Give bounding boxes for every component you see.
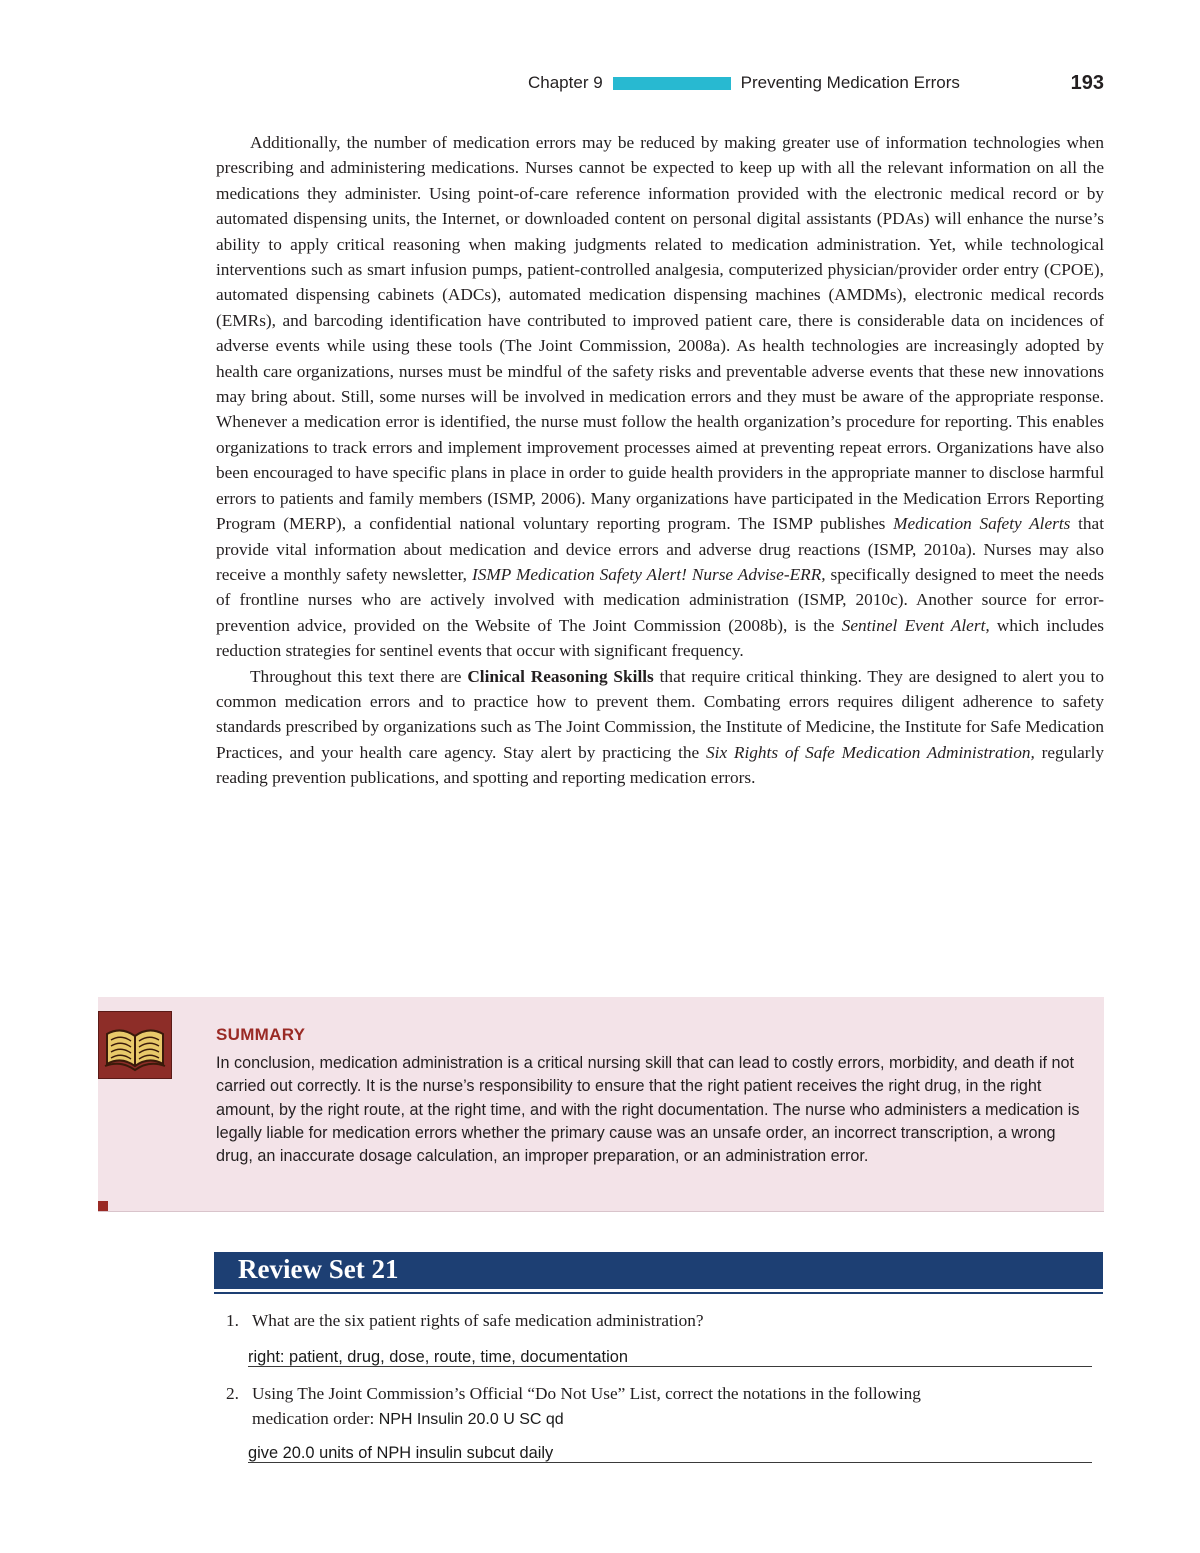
paragraph-2 (216, 664, 1104, 791)
answer-1: right: patient, drug, dose, route, time, documentation (248, 1348, 1092, 1367)
p1-text-b: that provide vital information about medication and device errors and adverse drug reactions (ISMP, 2010a). Nurses may also receive a monthly safety newsletter, (216, 514, 1104, 584)
review-set-title: Review Set 21 (238, 1254, 399, 1284)
page-number: 193 (1070, 71, 1104, 94)
header-accent-bar (613, 77, 731, 90)
question-2-line2-prefix: medication order: (252, 1409, 379, 1428)
question-1-text: What are the six patient rights of safe medication administration? (252, 1311, 704, 1330)
running-header (528, 68, 1104, 98)
summary-heading: SUMMARY (216, 1025, 306, 1044)
review-set-rule (214, 1292, 1103, 1294)
summary-corner-marker (98, 1201, 108, 1211)
p2-bold-clinical-reasoning-skills: Clinical Reasoning Skills (467, 666, 654, 686)
answer-2: give 20.0 units of NPH insulin subcut daily (248, 1444, 1092, 1463)
summary-text: In conclusion, medication administration is a critical nursing skill that can lead to costly errors, morbidity, and death if not carried out correctly. It is the nurse’s responsibility to ensure that the right patient receives the right drug, in the right amount, by the right route, at the right time, and with the right documentation. The nurse who administers a medication is legally liable for medication errors whether the primary cause was an unsafe order, an incorrect transcription, a wrong drug, an inaccurate dosage calculation, an improper preparation, or an administration error. (216, 1054, 1080, 1166)
question-1-number: 1. (226, 1311, 239, 1330)
question-2-order: NPH Insulin 20.0 U SC qd (378, 1411, 564, 1428)
question-2-number: 2. (226, 1384, 239, 1403)
p2-text-c: regularly reading prevention publications, and spotting and reporting medication errors. (216, 742, 1105, 788)
chapter-title: Preventing Medication Errors (740, 73, 960, 92)
p2-italic-six-rights: Six Rights of Safe Medication Administration, (706, 742, 1035, 762)
summary-box (98, 997, 1104, 1212)
p2-text-a: Throughout this text there are (250, 666, 468, 686)
question-2-line1: Using The Joint Commission’s Official “Do Not Use” List, correct the notations in the following (252, 1384, 921, 1403)
p1-text-a: Additionally, the number of medication errors may be reduced by making greater use of information technologies when prescribing and administering medications. Nurses cannot be expected to keep up with all the relevant information on all the medications they administer. Using point-of-care reference information provided with the electronic medical record or by automated dispensing units, the Internet, or downloaded content on personal digital assistants (PDAs) will enhance the nurse’s ability to apply critical reasoning when making judgments related to medication administration. Yet, while technological interventions such as smart infusion pumps, patient-controlled analgesia, computerized physician/provider order entry (CPOE), automated dispensing cabinets (ADCs), automated medication dispensing machines (AMDMs), electronic medical records (EMRs), and barcoding identification have contributed to improved patient care, there is considerable data on incidences of adverse events while using these tools (The Joint Commission, 2008a). As health technologies are increasingly adopted by health care organizations, nurses must be mindful of the safety risks and preventable adverse events that these new innovations may bring about. Still, some nurses will be involved in medication errors and they must be aware of the appropriate response. Whenever a medication error is identified, the nurse must follow the health organization’s procedure for reporting. This enables organizations to track errors and implement improvement processes aimed at preventing repeat errors. Organizations have also been encouraged to have specific plans in place in order to guide health providers in the appropriate manner to disclose harmful errors to patients and family members (ISMP, 2006). Many organizations have participated in the Medication Errors Reporting Program (MERP), a confidential national voluntary reporting program. The ISMP publishes (216, 133, 1104, 534)
p1-italic-medication-safety-alerts: Medication Safety Alerts (893, 514, 1071, 534)
chapter-label: Chapter 9 (528, 73, 603, 92)
open-book-icon (98, 1011, 172, 1079)
p1-text-c: specifically designed to meet the needs of frontline nurses who are actively involved with medication administration (ISMP, 2010c). Another source for error-prevention advice, provided on the Website of The Joint Commission (2008b), is the (216, 564, 1104, 635)
p2-text-b: that require critical thinking. They are designed to alert you to common medication errors and to practice how to prevent them. Combating errors requires diligent adherence to safety standards prescribed by organizations such as The Joint Commission, the Institute of Medicine, the Institute for Safe Medication Practices, and your health care agency. Stay alert by practicing the (216, 666, 1104, 762)
paragraph-1 (216, 130, 1104, 664)
body-text (216, 130, 1104, 791)
p1-italic-nurse-advise-err: ISMP Medication Safety Alert! Nurse Advise-ERR, (471, 564, 826, 584)
question-2-text (252, 1381, 1112, 1432)
review-set-band (214, 1252, 1103, 1289)
p1-italic-sentinel-event-alert: Sentinel Event Alert, (841, 615, 990, 635)
p1-text-d: which includes reduction strategies for sentinel events that occur with significant frequency. (216, 615, 1104, 661)
